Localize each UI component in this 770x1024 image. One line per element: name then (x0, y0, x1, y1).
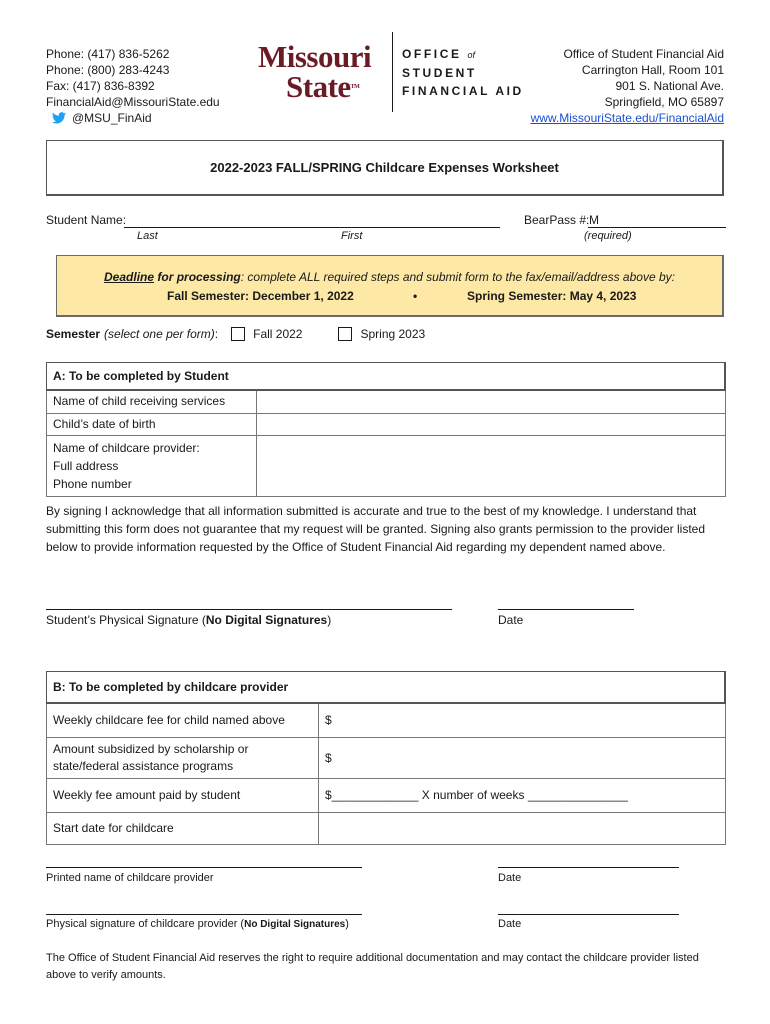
phone-2: Phone: (800) 283-4243 (46, 63, 170, 77)
provider-info-field[interactable] (257, 435, 726, 496)
semester-hint: (select one per form) (104, 327, 215, 341)
office-name (402, 45, 524, 100)
weekly-fee-field[interactable]: $ (319, 703, 726, 737)
provider-date-field-2[interactable] (498, 914, 679, 915)
semester-label: Semester (46, 327, 101, 341)
section-b-header-row (47, 672, 726, 704)
deadline-bullet: • (413, 289, 418, 303)
bearpass-required: (required) (584, 230, 632, 242)
twitter-handle: @MSU_FinAid (72, 111, 152, 125)
section-a-header-row (47, 363, 726, 391)
logo-divider (392, 32, 393, 112)
section-b-table (46, 671, 726, 845)
office-line-1: OFFICE of (402, 47, 476, 61)
student-name-label: Student Name: (46, 213, 127, 227)
child-dob-label: Child’s date of birth (47, 413, 257, 435)
student-name-field[interactable] (124, 227, 500, 228)
section-a-header: A: To be completed by Student (47, 363, 726, 391)
section-a-table (46, 362, 726, 497)
child-dob-field[interactable] (257, 413, 726, 435)
missouri-state-logo (258, 39, 388, 104)
table-row (47, 703, 726, 737)
table-row (47, 435, 726, 496)
last-name-hint: Last (137, 230, 158, 242)
start-date-field[interactable] (319, 812, 726, 844)
table-row (47, 812, 726, 844)
office-line-2: STUDENT (402, 66, 477, 80)
logo-state: StateTM (286, 69, 360, 104)
email[interactable]: FinancialAid@MissouriState.edu (46, 95, 220, 109)
deadline-box (56, 255, 724, 317)
footer-note: The Office of Student Financial Aid reserves the right to require additional documentation and may contact the childcare provider listed above to verify amounts. (46, 952, 699, 981)
deadline-instructions: Deadline for processing: complete ALL required steps and submit form to the fax/email/address above by: (104, 270, 675, 284)
table-row (47, 390, 726, 413)
child-name-field[interactable] (257, 390, 726, 413)
student-date-label: Date (498, 613, 524, 627)
child-name-label: Name of child receiving services (47, 390, 257, 413)
provider-date-label-1: Date (498, 872, 522, 884)
spring-2023-label: Spring 2023 (360, 327, 426, 341)
provider-signature-field[interactable] (46, 914, 362, 915)
provider-signature-label: Physical signature of childcare provider (No Digital Signatures) (46, 918, 349, 930)
acknowledgement-text: By signing I acknowledge that all information submitted is accurate and true to the best of my knowledge. I understand that submitting this form does not guarantee that my request will be granted. Signing also grants permission to the provider listed below to provide information requested by the Office of Student Financial Aid regarding my dependent named above. (46, 504, 706, 554)
provider-printed-name-field[interactable] (46, 867, 362, 868)
logo-tm: TM (350, 84, 360, 90)
student-date-field[interactable] (498, 609, 634, 610)
phone-1: Phone: (417) 836-5262 (46, 47, 170, 61)
subsidy-label: Amount subsidized by scholarship or state/federal assistance programs (47, 737, 319, 778)
start-date-label: Start date for childcare (47, 812, 319, 844)
student-weekly-fee-field[interactable]: $_____________ X number of weeks _______________ (319, 778, 726, 812)
spring-2023-checkbox[interactable] (338, 327, 352, 341)
semester-row (46, 327, 425, 341)
student-signature-field[interactable] (46, 609, 452, 610)
bearpass-field[interactable] (588, 227, 726, 228)
bearpass-label: BearPass #: (524, 213, 590, 227)
provider-info-label: Name of childcare provider: Full address Phone number (47, 435, 257, 496)
student-signature-label: Student’s Physical Signature (No Digital Signatures) (46, 613, 332, 627)
website-link[interactable]: www.MissouriState.edu/FinancialAid (530, 111, 724, 125)
fax: Fax: (417) 836-8392 (46, 79, 155, 93)
twitter-icon (52, 112, 66, 124)
contact-left (46, 46, 220, 126)
office-line-3: FINANCIAL AID (402, 84, 524, 98)
bearpass-prefix: M (589, 213, 599, 227)
building: Carrington Hall, Room 101 (581, 63, 724, 77)
first-name-hint: First (341, 230, 363, 242)
student-weekly-fee-label: Weekly fee amount paid by student (47, 778, 319, 812)
provider-date-label-2: Date (498, 918, 522, 930)
semester-colon: : (214, 327, 219, 341)
fall-deadline: Fall Semester: December 1, 2022 (167, 289, 354, 303)
contact-right (531, 46, 724, 126)
table-row (47, 737, 726, 778)
spring-deadline: Spring Semester: May 4, 2023 (467, 289, 637, 303)
subsidy-field[interactable]: $ (319, 737, 726, 778)
fall-2022-label: Fall 2022 (253, 327, 303, 341)
form-title: 2022-2023 FALL/SPRING Childcare Expenses Worksheet (46, 140, 724, 196)
office-title: Office of Student Financial Aid (563, 47, 724, 61)
provider-printed-name-label: Printed name of childcare provider (46, 872, 214, 884)
provider-date-field-1[interactable] (498, 867, 679, 868)
logo-missouri: Missouri (258, 39, 372, 74)
twitter-row[interactable] (46, 110, 220, 126)
section-b-header: B: To be completed by childcare provider (47, 672, 726, 704)
fall-2022-checkbox[interactable] (231, 327, 245, 341)
table-row (47, 778, 726, 812)
weekly-fee-label: Weekly childcare fee for child named above (47, 703, 319, 737)
city: Springfield, MO 65897 (604, 95, 724, 109)
street: 901 S. National Ave. (615, 79, 724, 93)
table-row (47, 413, 726, 435)
